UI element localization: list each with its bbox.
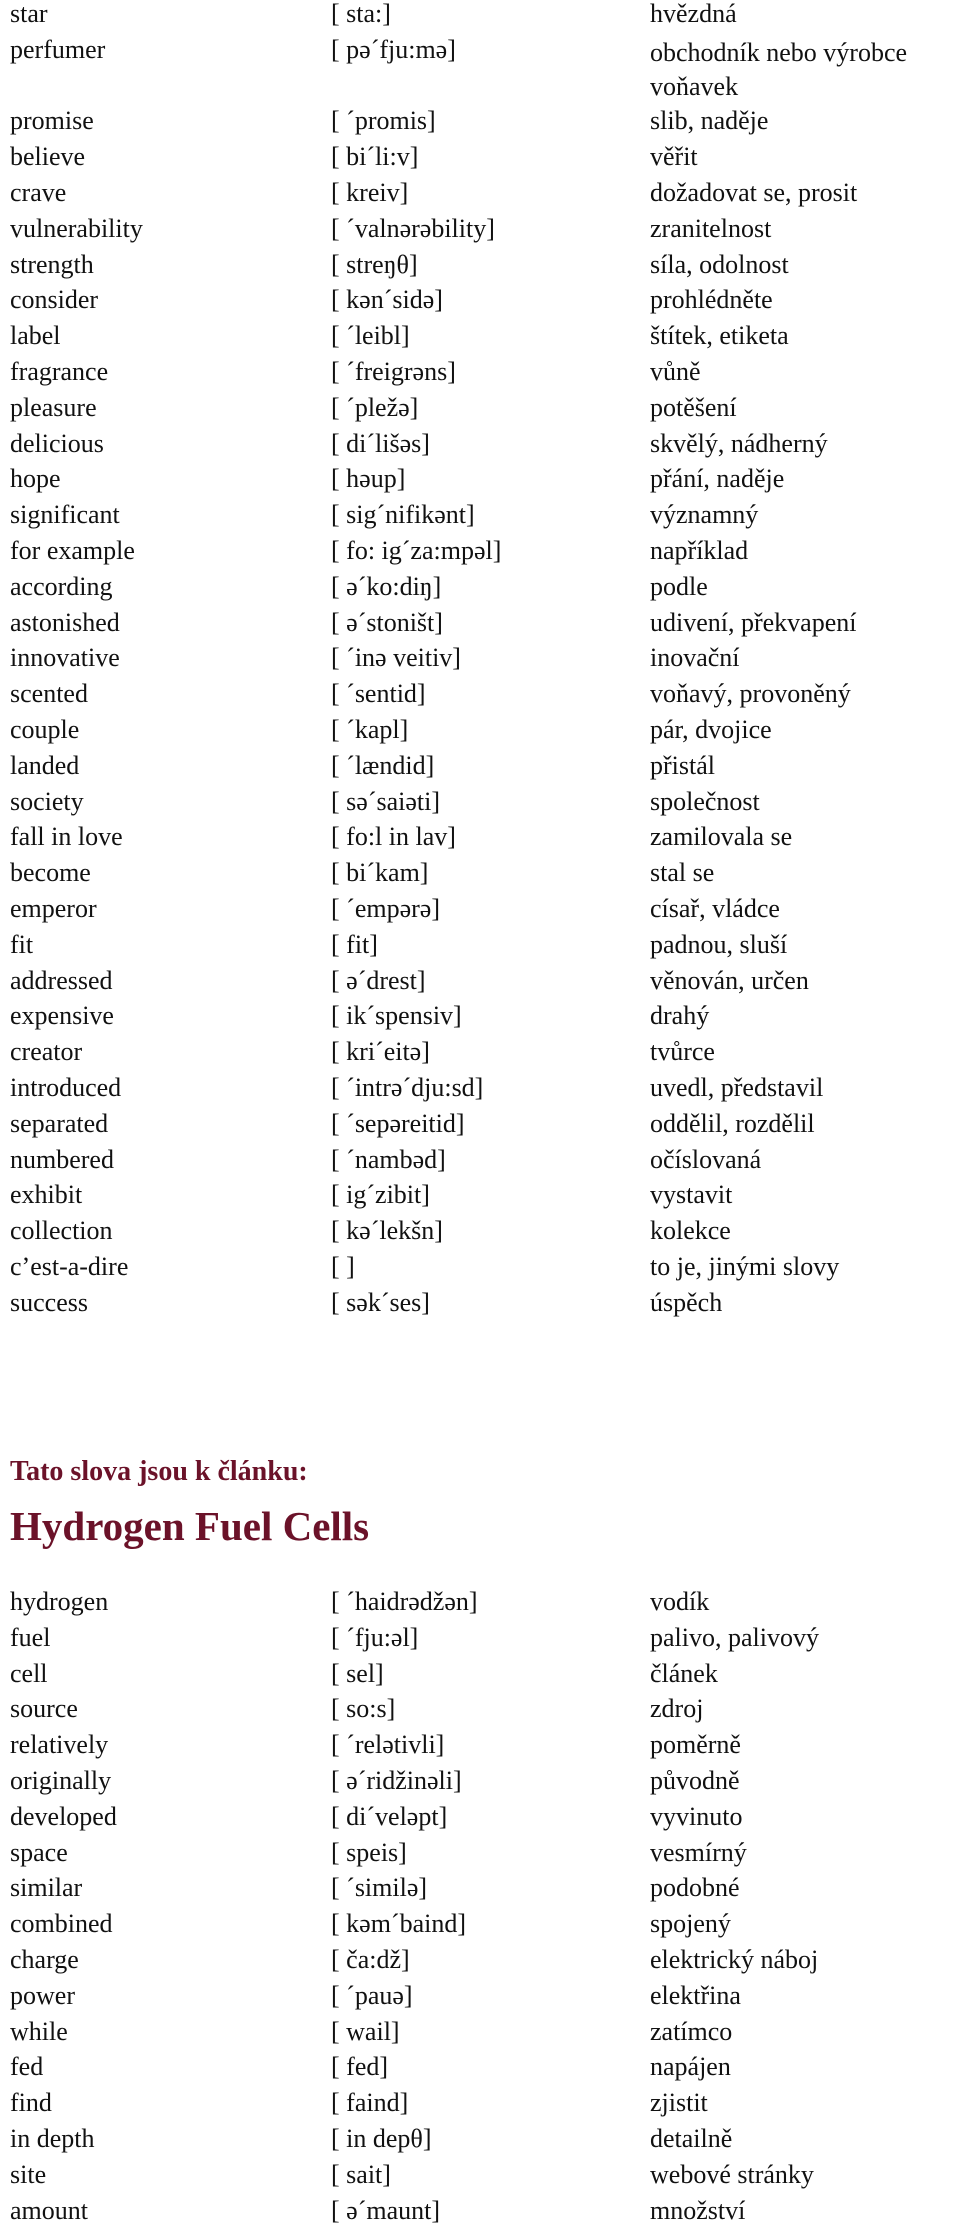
pronunciation: [ fo:l in lav] [331,822,456,852]
english-word: source [10,1694,78,1724]
english-word: fuel [10,1622,51,1652]
vocabulary-row [10,2018,950,2054]
czech-translation: dožadovat se, prosit [650,177,858,207]
english-word: pleasure [10,392,97,422]
english-word: creator [10,1037,83,1067]
vocabulary-row [10,1946,950,1982]
vocabulary-row [10,967,950,1003]
pronunciation: [ ə´ridžinəli] [331,1765,462,1795]
czech-translation: elektřina [650,1980,741,2010]
vocabulary-row [10,1803,950,1839]
english-word: site [10,2159,47,2189]
pronunciation: [ ´pauə] [331,1980,413,2010]
czech-translation: zjistit [650,2088,708,2118]
vocabulary-row [10,788,950,824]
pronunciation: [ sək´ses] [331,1287,430,1317]
vocabulary-row [10,1110,950,1146]
vocabulary-row [10,1074,950,1110]
czech-translation: padnou, sluší [650,929,788,959]
vocabulary-row [10,1874,950,1910]
english-word: crave [10,177,67,207]
czech-translation: štítek, etiketa [650,321,789,351]
pronunciation: [ ´lændid] [331,750,435,780]
english-word: fall in love [10,822,123,852]
vocabulary-row [10,823,950,859]
vocabulary-row [10,2053,950,2089]
pronunciation: [ sel] [331,1658,384,1688]
english-word: believe [10,142,86,172]
vocabulary-row [10,1002,950,1038]
czech-translation: palivo, palivový [650,1622,819,1652]
english-word: charge [10,1944,79,1974]
vocabulary-row [10,644,950,680]
czech-translation: vesmírný [650,1837,747,1867]
vocabulary-row [10,358,950,394]
czech-translation: pár, dvojice [650,714,772,744]
vocabulary-row [10,1588,950,1624]
vocabulary-row [10,1181,950,1217]
pronunciation: [ kri´eitə] [331,1037,430,1067]
english-word: according [10,571,113,601]
vocabulary-row [10,1038,950,1074]
vocabulary-row [10,501,950,537]
english-word: fragrance [10,356,109,386]
english-word: collection [10,1216,113,1246]
vocabulary-row [10,1217,950,1253]
english-word: become [10,858,91,888]
pronunciation: [ ´promis] [331,106,436,136]
english-word: couple [10,714,80,744]
czech-translation: vystavit [650,1180,733,1210]
english-word: significant [10,500,120,530]
vocabulary-row [10,215,950,251]
pronunciation: [ faind] [331,2088,409,2118]
vocabulary-table-1 [10,0,950,1324]
vocabulary-row [10,859,950,895]
czech-translation: inovační [650,643,740,673]
vocabulary-row [10,1253,950,1289]
czech-translation: věnován, určen [650,965,809,995]
pronunciation: [ kreiv] [331,177,409,207]
pronunciation: [ ča:dž] [331,1944,410,1974]
pronunciation: [ sta:] [331,0,391,28]
pronunciation: [ streŋθ] [331,249,418,279]
czech-translation: to je, jinými slovy [650,1251,840,1281]
vocabulary-row [10,1910,950,1946]
vocabulary-row [10,251,950,287]
pronunciation: [ ´sepəreitid] [331,1108,465,1138]
english-word: hope [10,464,61,494]
english-word: for example [10,535,135,565]
czech-translation: poměrně [650,1730,741,1760]
pronunciation: [ ə´drest] [331,965,426,995]
english-word: expensive [10,1001,114,1031]
vocabulary-row [10,36,950,108]
czech-translation: kolekce [650,1216,731,1246]
vocabulary-row [10,609,950,645]
pronunciation: [ ´relətivli] [331,1730,445,1760]
pronunciation: [ ´valnərəbility] [331,213,495,243]
article-intro-label: Tato slova jsou k článku: [10,1456,308,1487]
english-word: numbered [10,1144,114,1174]
english-word: hydrogen [10,1587,109,1616]
vocabulary-row [10,1146,950,1182]
czech-translation: přání, naděje [650,464,785,494]
pronunciation: [ ik´spensiv] [331,1001,462,1031]
czech-translation: obchodník nebo výrobce voňavek [650,37,908,101]
english-word: relatively [10,1730,109,1760]
vocabulary-row [10,430,950,466]
czech-translation: detailně [650,2123,733,2153]
pronunciation: [ ´nambəd] [331,1144,446,1174]
english-word: strength [10,249,94,279]
english-word: consider [10,285,99,315]
english-word: innovative [10,643,120,673]
english-word: amount [10,2195,88,2225]
vocabulary-row [10,537,950,573]
vocabulary-row [10,931,950,967]
pronunciation: [ fed] [331,2052,389,2082]
english-word: scented [10,679,88,709]
pronunciation: [ ə´stoništ] [331,607,443,637]
english-word: society [10,786,84,816]
pronunciation: [ ´freigrəns] [331,356,456,386]
vocabulary-row [10,1624,950,1660]
czech-translation: drahý [650,1001,710,1031]
vocabulary-row [10,573,950,609]
pronunciation: [ ´similə] [331,1873,428,1903]
pronunciation: [ kən´sidə] [331,285,443,315]
english-word: vulnerability [10,213,143,243]
pronunciation: [ so:s] [331,1694,396,1724]
czech-translation: vůně [650,356,701,386]
pronunciation: [ bi´li:v] [331,142,419,172]
pronunciation: [ ´leibl] [331,321,410,351]
english-word: c’est-a-dire [10,1251,129,1281]
pronunciation: [ ] [331,1251,355,1281]
pronunciation: [ speis] [331,1837,407,1867]
english-word: emperor [10,893,97,923]
czech-translation: například [650,535,749,565]
pronunciation: [ həup] [331,464,406,494]
czech-translation: zranitelnost [650,213,772,243]
vocabulary-row [10,2161,950,2197]
english-word: star [10,0,48,28]
czech-translation: množství [650,2195,746,2225]
pronunciation: [ ´inə veitiv] [331,643,461,673]
english-word: astonished [10,607,120,637]
vocabulary-row [10,1289,950,1325]
vocabulary-row [10,143,950,179]
czech-translation: uvedl, představil [650,1072,824,1102]
english-word: power [10,1980,75,2010]
pronunciation: [ ə´maunt] [331,2195,441,2225]
english-word: introduced [10,1072,122,1102]
vocabulary-row [10,179,950,215]
czech-translation: slib, naděje [650,106,769,136]
czech-translation: článek [650,1658,718,1688]
czech-translation: tvůrce [650,1037,715,1067]
czech-translation: zatímco [650,2016,733,2046]
czech-translation: stal se [650,858,715,888]
pronunciation: [ bi´kam] [331,858,429,888]
pronunciation: [ ig´zibit] [331,1180,430,1210]
english-word: developed [10,1801,117,1831]
vocabulary-row [10,1731,950,1767]
pronunciation: [ ´fju:əl] [331,1622,419,1652]
vocabulary-row [10,465,950,501]
czech-translation: elektrický náboj [650,1944,819,1974]
pronunciation: [ ´kapl] [331,714,409,744]
english-word: cell [10,1658,48,1688]
english-word: fit [10,929,34,959]
pronunciation: [ fit] [331,929,378,959]
czech-translation: skvělý, nádherný [650,428,828,458]
czech-translation: podobné [650,1873,740,1903]
english-word: label [10,321,61,351]
pronunciation: [ ´sentid] [331,679,426,709]
english-word: fed [10,2052,44,2082]
czech-translation: očíslovaná [650,1144,762,1174]
vocabulary-row [10,0,950,36]
czech-translation: vodík [650,1587,710,1616]
vocabulary-table-2 [10,1588,950,2232]
czech-translation: významný [650,500,759,530]
english-word: originally [10,1765,112,1795]
pronunciation: [ ´haidrədžən] [331,1587,478,1616]
czech-translation: síla, odolnost [650,249,789,279]
vocabulary-row [10,716,950,752]
pronunciation: [ ´empərə] [331,893,440,923]
czech-translation: prohlédněte [650,285,773,315]
english-word: exhibit [10,1180,83,1210]
vocabulary-row [10,2125,950,2161]
vocabulary-row [10,394,950,430]
pronunciation: [ fo: ig´za:mpəl] [331,535,502,565]
pronunciation: [ kəm´baind] [331,1909,467,1939]
vocabulary-row [10,322,950,358]
pronunciation: [ sig´nifikənt] [331,500,475,530]
vocabulary-row [10,107,950,143]
czech-translation: spojený [650,1909,731,1939]
czech-translation: hvězdná [650,0,737,28]
pronunciation: [ di´veləpt] [331,1801,448,1831]
czech-translation: napájen [650,2052,731,2082]
pronunciation: [ di´lišəs] [331,428,430,458]
czech-translation: původně [650,1765,740,1795]
english-word: success [10,1287,88,1317]
czech-translation: webové stránky [650,2159,814,2189]
english-word: promise [10,106,94,136]
english-word: landed [10,750,80,780]
czech-translation: oddělil, rozdělil [650,1108,815,1138]
vocabulary-row [10,1660,950,1696]
english-word: separated [10,1108,109,1138]
pronunciation: [ ´pležə] [331,392,419,422]
czech-translation: podle [650,571,708,601]
vocabulary-row [10,1982,950,2018]
english-word: similar [10,1873,83,1903]
pronunciation: [ sait] [331,2159,391,2189]
vocabulary-row [10,1839,950,1875]
pronunciation: [ ə´ko:diŋ] [331,571,442,601]
czech-translation: potěšení [650,392,737,422]
czech-translation: voňavý, provoněný [650,679,851,709]
czech-translation: císař, vládce [650,893,780,923]
czech-translation: společnost [650,786,760,816]
english-word: space [10,1837,68,1867]
vocabulary-row [10,286,950,322]
vocabulary-row [10,2089,950,2125]
english-word: delicious [10,428,104,458]
czech-translation: úspěch [650,1287,723,1317]
vocabulary-row [10,2197,950,2233]
czech-translation: vyvinuto [650,1801,743,1831]
english-word: while [10,2016,68,2046]
pronunciation: [ ´intrə´dju:sd] [331,1072,484,1102]
czech-translation: zamilovala se [650,822,793,852]
pronunciation: [ wail] [331,2016,400,2046]
czech-translation: udivení, překvapení [650,607,857,637]
vocabulary-row [10,752,950,788]
vocabulary-row [10,895,950,931]
english-word: perfumer [10,34,106,64]
english-word: in depth [10,2123,95,2153]
english-word: find [10,2088,52,2118]
czech-translation: zdroj [650,1694,704,1724]
article-title: Hydrogen Fuel Cells [10,1503,370,1549]
pronunciation: [ kə´lekšn] [331,1216,443,1246]
vocabulary-row [10,1767,950,1803]
vocabulary-row [10,680,950,716]
czech-translation: přistál [650,750,715,780]
english-word: addressed [10,965,113,995]
pronunciation: [ pə´fju:mə] [331,34,456,64]
english-word: combined [10,1909,113,1939]
vocabulary-row [10,1695,950,1731]
pronunciation: [ in depθ] [331,2123,432,2153]
pronunciation: [ sə´saiəti] [331,786,441,816]
czech-translation: věřit [650,142,698,172]
